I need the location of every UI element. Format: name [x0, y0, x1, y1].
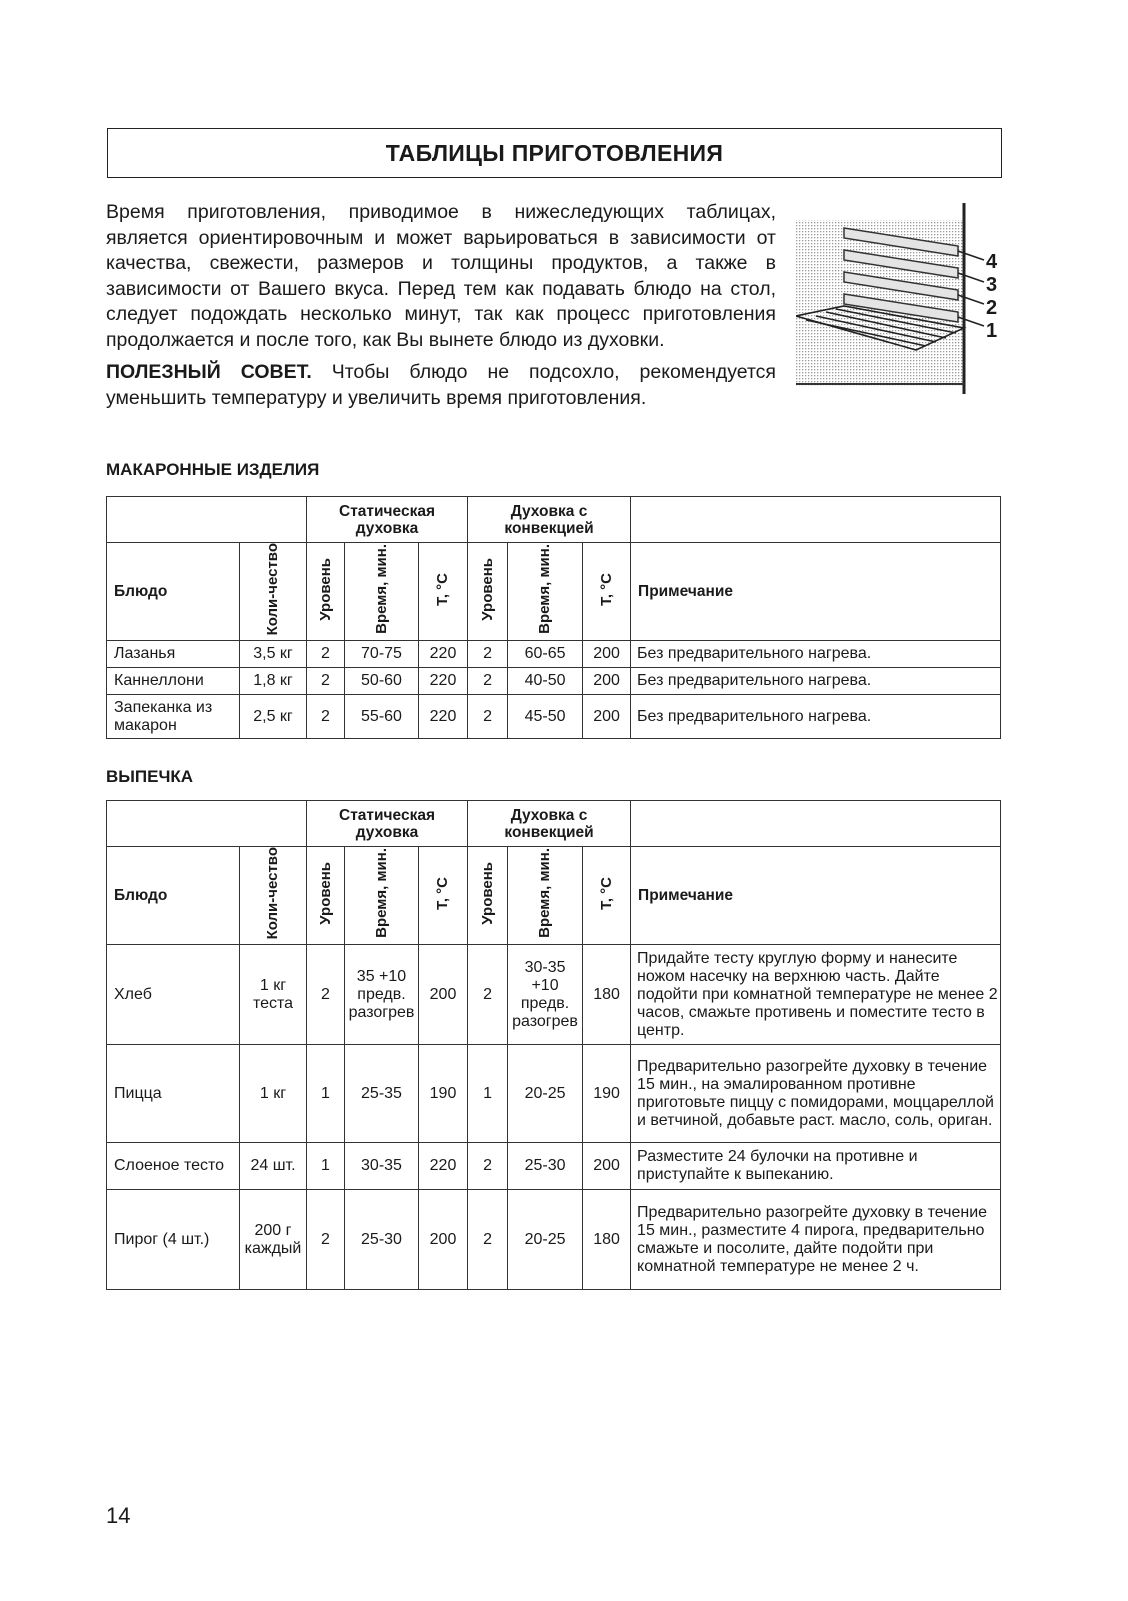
quantity-cell: 200 г каждый: [240, 1190, 307, 1290]
dish-header: Блюдо: [107, 847, 240, 945]
static-time-cell: 30-35: [345, 1143, 419, 1190]
convection-time-cell: 45-50: [508, 695, 583, 739]
page-number: 14: [106, 1503, 131, 1528]
dish-cell: Хлеб: [107, 945, 240, 1045]
table-row: [107, 1190, 1001, 1290]
convection-temp-header: Т, °С: [597, 876, 615, 910]
static-level-cell: 1: [307, 1143, 345, 1190]
static-temp-cell: 220: [419, 1143, 468, 1190]
convection-temp-cell: 190: [583, 1045, 631, 1143]
convection-temp-cell: 200: [583, 668, 631, 695]
oven-level-2-label: 2: [986, 297, 998, 319]
convection-temp-cell: 200: [583, 695, 631, 739]
table-row: [107, 641, 1001, 668]
static-time-header: Время, мин.: [372, 848, 390, 939]
quantity-cell: 2,5 кг: [240, 695, 307, 739]
convection-level-cell: 2: [468, 641, 508, 668]
convection-level-header: Уровень: [478, 557, 496, 621]
quantity-header: Коли-чество: [264, 847, 281, 940]
baking-section-title: ВЫПЕЧКА: [106, 767, 194, 786]
static-temp-cell: 220: [419, 641, 468, 668]
static-time-header: Время, мин.: [372, 544, 390, 635]
quantity-cell: 1,8 кг: [240, 668, 307, 695]
convection-oven-header: Духовка с конвекцией: [468, 801, 631, 847]
convection-level-cell: 2: [468, 668, 508, 695]
convection-temp-cell: 180: [583, 1190, 631, 1290]
oven-levels-diagram: [796, 198, 1030, 394]
static-time-cell: 25-35: [345, 1045, 419, 1143]
note-header: Примечание: [631, 847, 1001, 945]
static-time-cell: 25-30: [345, 1190, 419, 1290]
oven-level-3-label: 3: [986, 274, 998, 296]
page-title: ТАБЛИЦЫ ПРИГОТОВЛЕНИЯ: [107, 128, 1002, 178]
quantity-cell: 1 кг: [240, 1045, 307, 1143]
pasta-group-header-row: [107, 497, 1001, 543]
static-oven-header: Статическая духовка: [307, 497, 468, 543]
static-temp-cell: 220: [419, 695, 468, 739]
static-level-cell: 1: [307, 1045, 345, 1143]
convection-level-cell: 2: [468, 1143, 508, 1190]
baking-column-header-row: [107, 847, 1001, 945]
baking-table: [106, 800, 1001, 1290]
convection-time-cell: 60-65: [508, 641, 583, 668]
tip-paragraph: [106, 360, 776, 411]
static-level-cell: 2: [307, 1190, 345, 1290]
static-time-cell: 55-60: [345, 695, 419, 739]
tip-label: ПОЛЕЗНЫЙ СОВЕТ.: [106, 361, 312, 383]
quantity-cell: 3,5 кг: [240, 641, 307, 668]
convection-time-cell: 40-50: [508, 668, 583, 695]
note-cell: Без предварительного нагрева.: [631, 695, 1001, 739]
convection-level-cell: 2: [468, 1190, 508, 1290]
note-cell: Без предварительного нагрева.: [631, 641, 1001, 668]
table-row: [107, 695, 1001, 739]
static-oven-header: Статическая духовка: [307, 801, 468, 847]
static-temp-cell: 190: [419, 1045, 468, 1143]
convection-time-header: Время, мин.: [536, 544, 554, 635]
table-row: [107, 1143, 1001, 1190]
static-level-header: Уровень: [316, 557, 334, 621]
note-cell: Предварительно разогрейте духовку в течение 15 мин., разместите 4 пирога, предварительно смажьте и посолите, дайте подойти при комнатной температуре не менее 2 ч.: [631, 1190, 1001, 1290]
oven-level-1-label: 1: [986, 320, 998, 342]
intro-paragraph: Время приготовления, приводимое в нижеследующих таблицах, является ориентировочным и может варьироваться в зависимости от качества, свежести, размеров и толщины продуктов, а также в зависимости от Вашего вкуса. Перед тем как подавать блюдо на стол, следует подождать несколько минут, так как процесс приготовления продолжается и после того, как Вы вынете блюдо из духовки.: [106, 201, 776, 351]
static-level-cell: 2: [307, 945, 345, 1045]
convection-level-cell: 2: [468, 695, 508, 739]
static-time-cell: 70-75: [345, 641, 419, 668]
convection-time-header: Время, мин.: [536, 848, 554, 939]
convection-level-cell: 1: [468, 1045, 508, 1143]
intro-block: [106, 200, 776, 411]
static-level-cell: 2: [307, 641, 345, 668]
static-time-cell: 35 +10 предв. разогрев: [345, 945, 419, 1045]
dish-cell: Запеканка из макарон: [107, 695, 240, 739]
table-row: [107, 668, 1001, 695]
quantity-cell: 1 кг теста: [240, 945, 307, 1045]
convection-level-header: Уровень: [478, 861, 496, 925]
static-time-cell: 50-60: [345, 668, 419, 695]
baking-group-header-row: [107, 801, 1001, 847]
table-row: [107, 945, 1001, 1045]
static-level-cell: 2: [307, 695, 345, 739]
convection-temp-cell: 200: [583, 1143, 631, 1190]
convection-oven-header: Духовка с конвекцией: [468, 497, 631, 543]
pasta-table: [106, 496, 1001, 739]
note-cell: Придайте тесту круглую форму и нанесите ножом насечку на верхнюю часть. Дайте подойти при комнатной температуре не менее 2 часов, смажьте противень и поместите тесто в центр.: [631, 945, 1001, 1045]
static-level-header: Уровень: [316, 861, 334, 925]
static-level-cell: 2: [307, 668, 345, 695]
dish-cell: Пирог (4 шт.): [107, 1190, 240, 1290]
static-temp-cell: 200: [419, 1190, 468, 1290]
note-cell: Разместите 24 булочки на противне и приступайте к выпеканию.: [631, 1143, 1001, 1190]
dish-header: Блюдо: [107, 543, 240, 641]
tip-text: Чтобы блюдо не подсохло, рекомендуется уменьшить температуру и увеличить время приготовления.: [106, 361, 776, 409]
convection-level-cell: 2: [468, 945, 508, 1045]
dish-cell: Пицца: [107, 1045, 240, 1143]
quantity-header: Коли-чество: [264, 543, 281, 636]
convection-time-cell: 20-25: [508, 1045, 583, 1143]
note-header: Примечание: [631, 543, 1001, 641]
dish-cell: Каннеллони: [107, 668, 240, 695]
convection-temp-cell: 180: [583, 945, 631, 1045]
convection-time-cell: 20-25: [508, 1190, 583, 1290]
oven-level-4-label: 4: [986, 251, 998, 273]
pasta-column-header-row: [107, 543, 1001, 641]
note-cell: Без предварительного нагрева.: [631, 668, 1001, 695]
static-temp-cell: 220: [419, 668, 468, 695]
dish-cell: Слоеное тесто: [107, 1143, 240, 1190]
note-cell: Предварительно разогрейте духовку в течение 15 мин., на эмалированном противне приготовьте пиццу с помидорами, моццареллой и ветчиной, добавьте раст. масло, соль, ориган.: [631, 1045, 1001, 1143]
table-row: [107, 1045, 1001, 1143]
convection-temp-header: Т, °С: [597, 572, 615, 606]
convection-temp-cell: 200: [583, 641, 631, 668]
static-temp-header: Т, °С: [434, 572, 452, 606]
static-temp-cell: 200: [419, 945, 468, 1045]
static-temp-header: Т, °С: [434, 876, 452, 910]
dish-cell: Лазанья: [107, 641, 240, 668]
pasta-section-title: МАКАРОННЫЕ ИЗДЕЛИЯ: [106, 460, 320, 479]
quantity-cell: 24 шт.: [240, 1143, 307, 1190]
convection-time-cell: 30-35 +10 предв. разогрев: [508, 945, 583, 1045]
convection-time-cell: 25-30: [508, 1143, 583, 1190]
